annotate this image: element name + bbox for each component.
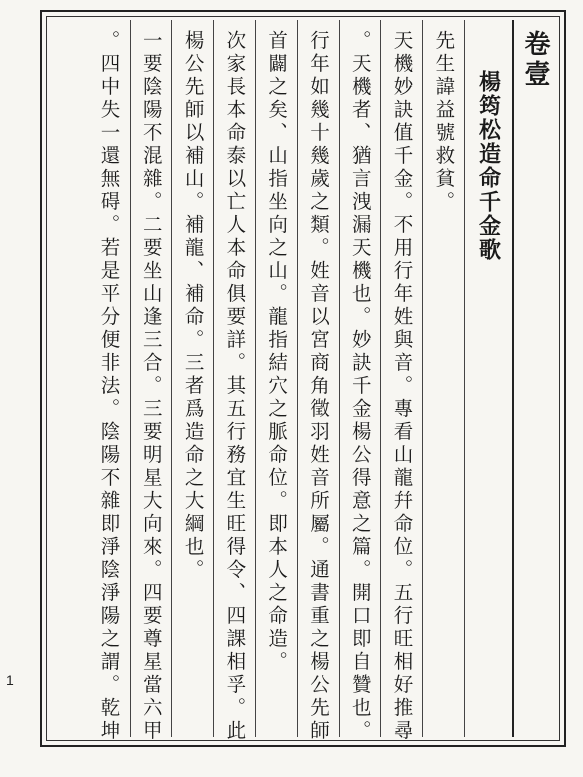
text-column-2 [339, 20, 381, 743]
text-line: 天機妙訣值千金。不用行年姓與音。專看山龍幷命位。五行旺相好推尋 [390, 30, 414, 743]
text-line: 。四中失一還無碍。若是平分便非法。陰陽不雜即淨陰淨陽之謂。乾坤 [97, 30, 121, 743]
text-column-6 [171, 20, 213, 737]
text-column-3 [297, 20, 339, 743]
chapter-title: 楊筠松造命千金歌 [475, 70, 502, 262]
text-line: 一要陰陽不混雜。二要坐山逢三合。三要明星大向來。四要尊星當六甲 [139, 30, 163, 743]
text-column-4 [255, 20, 297, 737]
volume-label-column [512, 20, 556, 737]
text-columns [50, 20, 556, 743]
page-number: 1 [6, 672, 14, 688]
volume-label: 卷壹 [520, 30, 550, 90]
author-line: 先生諱益號救貧。 [432, 30, 456, 214]
author-column [422, 20, 464, 737]
text-line: 行年如幾十幾歲之類。姓音以宮商角徵羽姓音所屬。通書重之楊公先師 [306, 30, 330, 743]
text-line: 首闢之矣、山指坐向之山。龍指結穴之脈命位。即本人之命造。 [265, 30, 289, 674]
text-line: 。天機者、猶言洩漏天機也。妙訣千金楊公得意之篇。開口即自贊也。 [348, 30, 372, 743]
text-line: 次家長本命泰以亡人本命俱要詳。其五行務宜生旺得令、四課相孚。此 [223, 30, 247, 743]
text-column-8 [88, 20, 130, 743]
title-column [464, 20, 512, 737]
text-column-5 [213, 20, 255, 743]
text-column-7 [130, 20, 172, 743]
page-border [40, 10, 566, 747]
text-line: 楊公先師以補山。補龍、補命。三者爲造命之大綱也。 [181, 30, 205, 582]
text-column-1 [380, 20, 422, 743]
